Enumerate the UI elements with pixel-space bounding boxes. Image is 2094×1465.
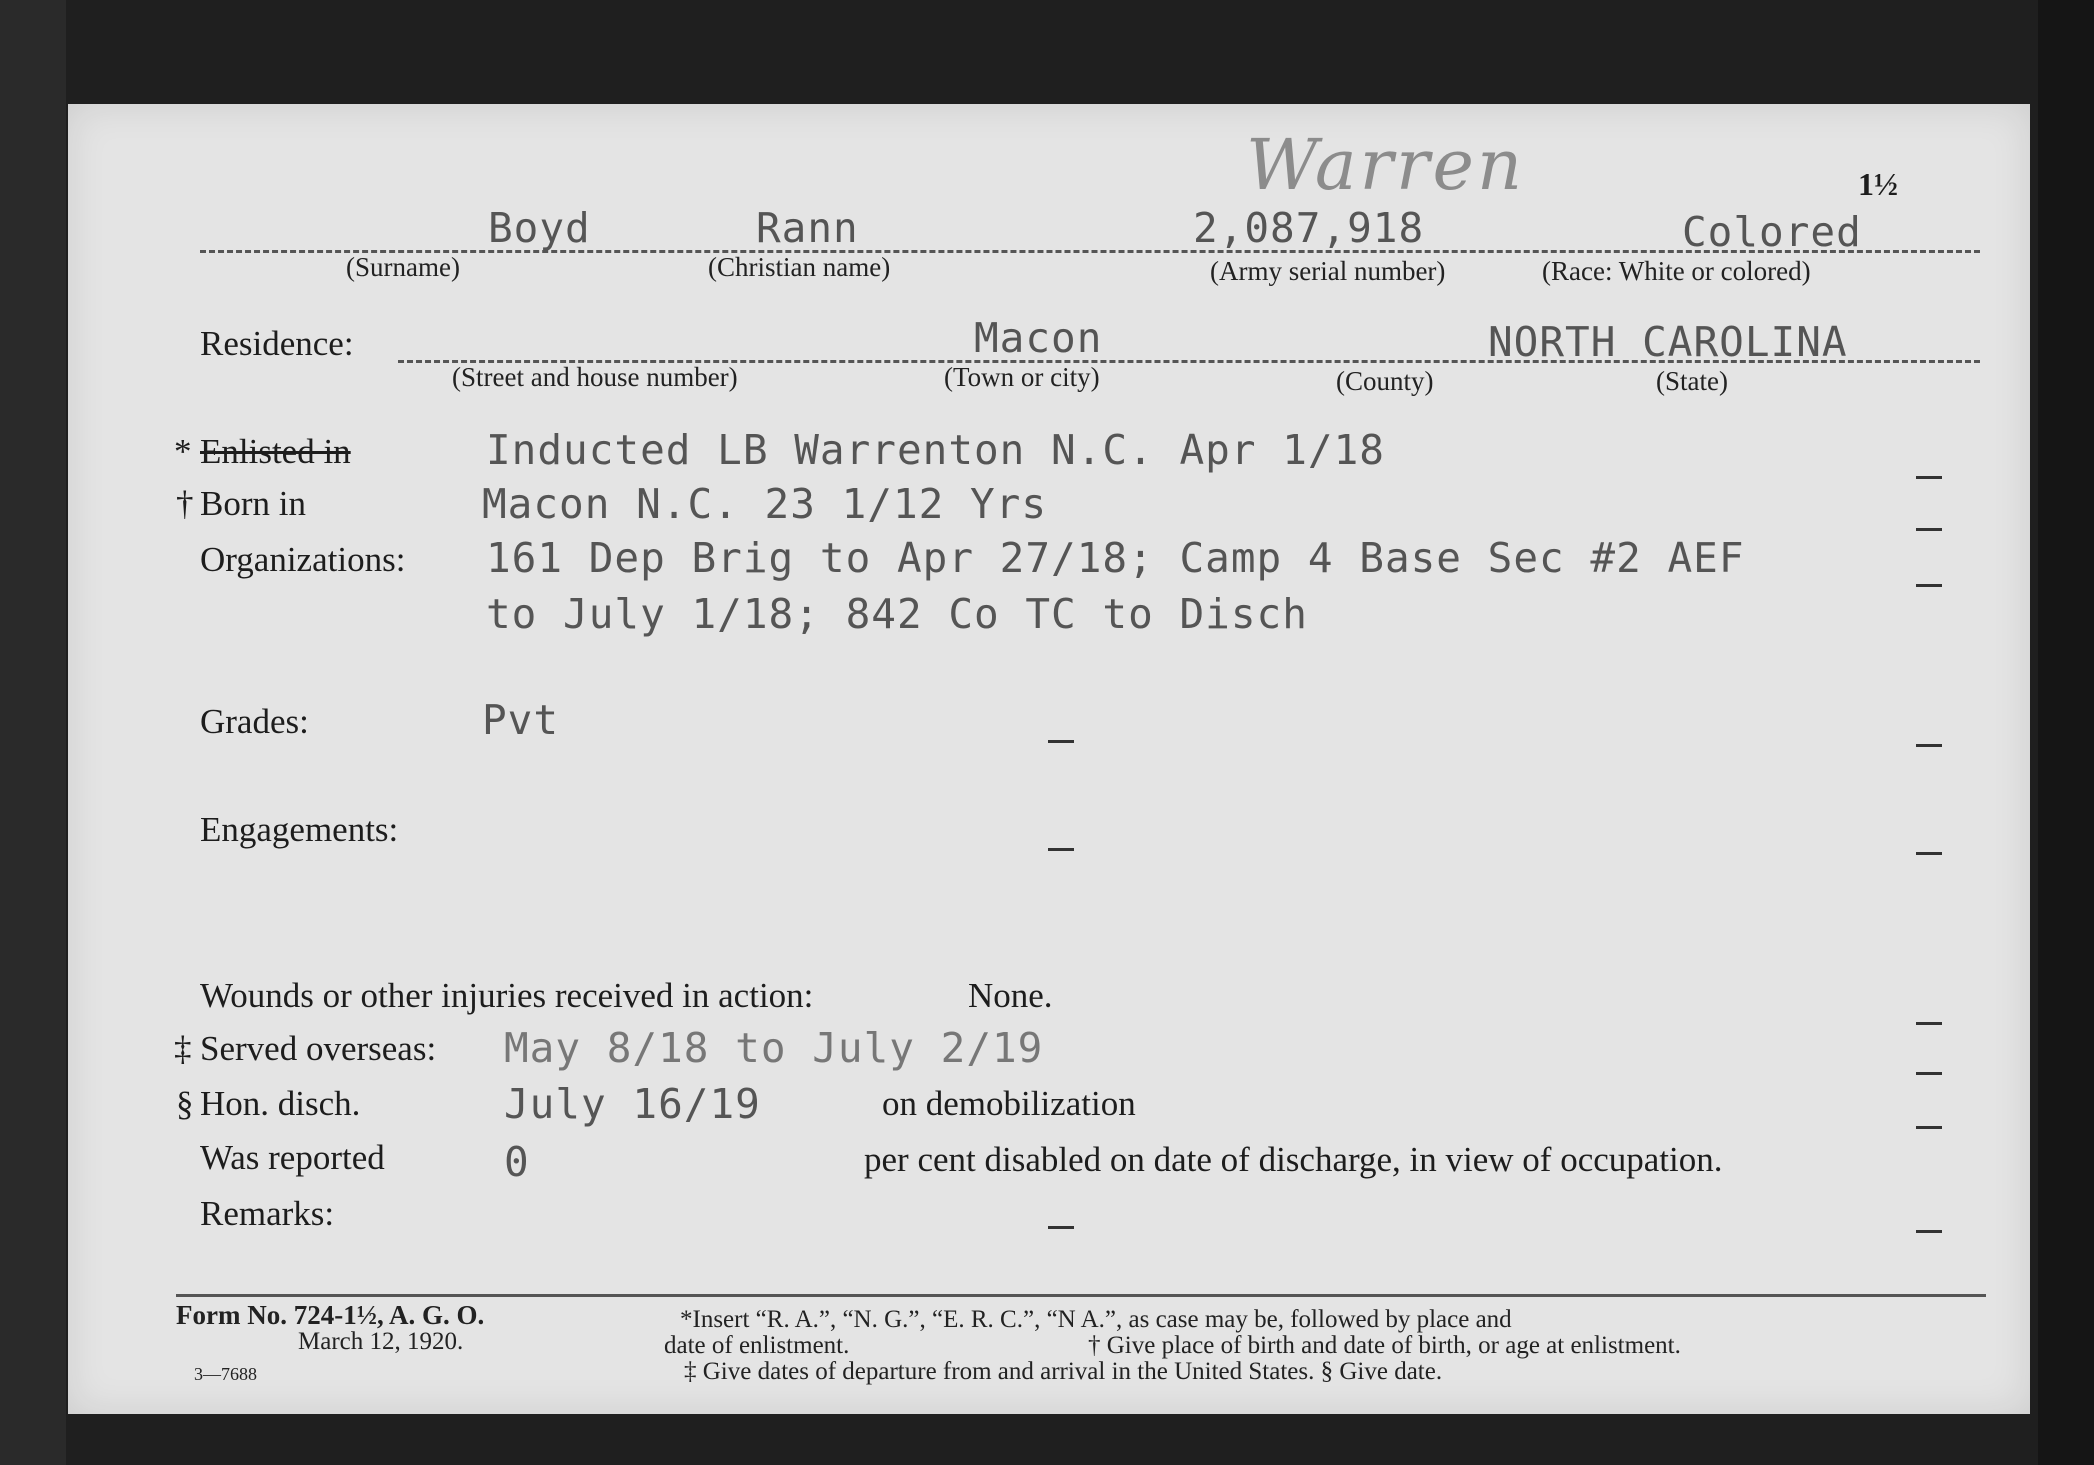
born-label: Born in <box>200 484 306 523</box>
footnote-line-3: ‡ Give dates of departure from and arrival in the United States. § Give date. <box>684 1358 1443 1385</box>
state-caption: (State) <box>1656 366 1728 396</box>
hon-value: July 16/19 <box>504 1080 761 1128</box>
form-number: Form No. 724-1½, A. G. O. <box>176 1300 485 1330</box>
enlisted-end-dash <box>1916 476 1942 479</box>
served-value: May 8/18 to July 2/19 <box>504 1024 1044 1072</box>
reported-label: Was reported <box>200 1138 385 1177</box>
remarks-end-dash <box>1916 1230 1942 1233</box>
footer-rule <box>176 1294 1986 1297</box>
hon-reason: on demobilization <box>882 1084 1136 1123</box>
christian-name-value: Rann <box>756 204 859 252</box>
remarks-label: Remarks: <box>200 1194 335 1233</box>
organizations-label: Organizations: <box>200 540 406 579</box>
service-record-card <box>68 104 2030 1414</box>
serial-number-caption: (Army serial number) <box>1210 256 1446 286</box>
wounds-value: None. <box>968 976 1053 1015</box>
form-date: March 12, 1920. <box>298 1328 464 1355</box>
born-value: Macon N.C. 23 1/12 Yrs <box>482 480 1048 528</box>
race-value: Colored <box>1682 208 1862 256</box>
hon-label: Hon. disch. <box>200 1084 361 1123</box>
handwritten-note: Warren <box>1246 124 1526 206</box>
organizations-value-line-1: 161 Dep Brig to Apr 27/18; Camp 4 Base Sec #2 AEF <box>486 534 1745 582</box>
surname-value: Boyd <box>488 204 591 252</box>
engagements-label: Engagements: <box>200 810 399 849</box>
surname-caption: (Surname) <box>346 252 460 282</box>
race-caption: (Race: White or colored) <box>1542 256 1811 286</box>
served-end-dash <box>1916 1072 1942 1075</box>
footnote-line-2-right: † Give place of birth and date of birth, or age at enlistment. <box>1088 1332 1681 1359</box>
enlisted-value: Inducted LB Warrenton N.C. Apr 1/18 <box>486 426 1385 474</box>
scan-border-right <box>2038 0 2094 1465</box>
remarks-mid-dash <box>1048 1226 1074 1229</box>
enlisted-mark: * <box>174 432 192 471</box>
engagements-end-dash <box>1916 852 1942 855</box>
footnote-line-2-left: date of enlistment. <box>664 1332 850 1359</box>
grades-mid-dash <box>1048 740 1074 743</box>
reported-value: 0 <box>504 1138 530 1186</box>
born-end-dash <box>1916 528 1942 531</box>
hon-end-dash <box>1916 1126 1942 1129</box>
scan-border-left <box>0 0 66 1465</box>
grades-label: Grades: <box>200 702 309 741</box>
organizations-value-line-2: to July 1/18; 842 Co TC to Disch <box>486 590 1308 638</box>
grades-end-dash <box>1916 744 1942 747</box>
christian-name-caption: (Christian name) <box>708 252 891 282</box>
served-label: Served overseas: <box>200 1029 437 1068</box>
print-code: 3—7688 <box>194 1364 257 1384</box>
engagements-mid-dash <box>1048 848 1074 851</box>
town-caption: (Town or city) <box>944 362 1100 392</box>
born-mark: † <box>176 484 194 523</box>
organizations-end-dash <box>1916 584 1942 587</box>
wounds-end-dash <box>1916 1022 1942 1025</box>
hon-mark: § <box>176 1084 194 1123</box>
county-caption: (County) <box>1336 366 1434 396</box>
corner-number: 1½ <box>1858 166 1898 202</box>
town-value: Macon <box>974 314 1103 362</box>
state-value: NORTH CAROLINA <box>1488 318 1848 366</box>
footnote-line-1: *Insert “R. A.”, “N. G.”, “E. R. C.”, “N A.”, as case may be, followed by place and <box>680 1306 1512 1333</box>
enlisted-label: Enlisted in <box>200 432 351 471</box>
served-mark: ‡ <box>174 1029 192 1068</box>
serial-number-value: 2,087,918 <box>1193 204 1425 252</box>
wounds-label: Wounds or other injuries received in action: <box>200 976 814 1015</box>
residence-label: Residence: <box>200 324 354 363</box>
grades-value: Pvt <box>482 696 560 744</box>
reported-text: per cent disabled on date of discharge, in view of occupation. <box>864 1140 1723 1179</box>
street-caption: (Street and house number) <box>452 362 738 392</box>
